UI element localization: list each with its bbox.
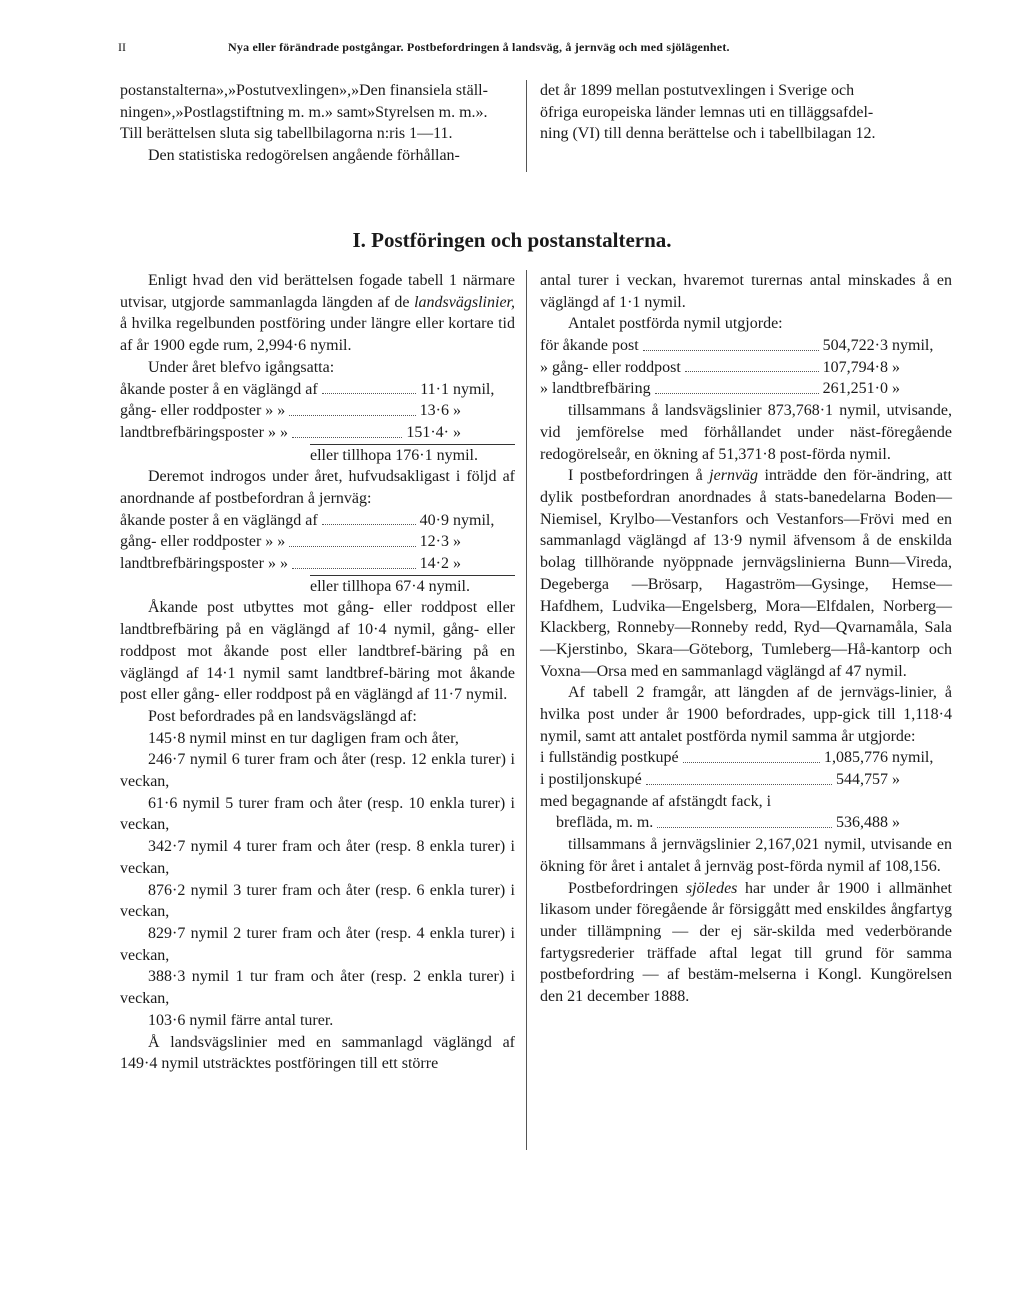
list-item: 103·6 nymil färre antal turer. xyxy=(148,1011,334,1029)
paragraph: antal turer i veckan, hvaremot turernas antal minskades å en väglängd af 1·1 nymil. xyxy=(540,272,952,311)
paragraph xyxy=(120,270,515,357)
table-row xyxy=(540,791,952,813)
leader-dots xyxy=(322,510,416,526)
row-value: 1,085,776 xyxy=(824,749,888,767)
intro-right-line: ning (VI) till denna berättelse och i tabellbilagan 12. xyxy=(540,125,876,143)
leader-dots xyxy=(683,747,820,763)
row-value: 536,488 xyxy=(836,814,888,832)
section-heading: I. Postföringen och postanstalterna. xyxy=(352,228,672,252)
row-label: landtbrefbäringsposter » » xyxy=(120,423,288,441)
list-item: 388·3 nymil 1 tur fram och åter (resp. 2 enkla turer) i veckan, xyxy=(120,968,515,1008)
leader-dots xyxy=(322,379,417,395)
paragraph: Åkande post utbyttes mot gång- eller roddpost eller landtbrefbäring på en väglängd af 10·4 nymil, gång- eller roddpost mot åkande post eller landtbref-bäring på en väglängd af 14·1 nymil samt landtbref-bäring mot åkande post eller gång- eller roddpost på en väglängd af 11·7 nymil. xyxy=(120,599,515,704)
row-value: 40·9 xyxy=(419,511,449,529)
list-item: 829·7 nymil 2 turer fram och åter (resp. 4 enkla turer) i veckan, xyxy=(120,925,515,964)
row-value: 11·1 xyxy=(420,380,449,398)
row-label: landtbrefbäringsposter » » xyxy=(120,555,288,573)
table-row xyxy=(120,510,515,532)
row-unit: » xyxy=(892,358,900,376)
row-unit: nymil, xyxy=(892,749,934,767)
table-row xyxy=(540,335,952,357)
row-label: gång- eller roddposter » » xyxy=(120,533,286,551)
table-row xyxy=(120,379,515,401)
text: har under år 1900 i allmänhet likasom under föregående år försiggått med enskildes ångfartyg under tillämpning — der ej sär-skilda med vederbörande fartygsrederier träffade aftal legat till grund för samma postbefordring — af bestäm-melserna i Kongl. Kungörelsen den 21 december 1888. xyxy=(540,879,953,1006)
row-label: » landtbrefbäring xyxy=(540,380,651,398)
intro-left-line: Till berättelsen sluta sig tabellbilagorna n:ris 1—11. xyxy=(120,125,453,143)
row-value: 151·4· xyxy=(406,423,449,441)
list-item: 342·7 nymil 4 turer fram och åter (resp. 8 enkla turer) i veckan, xyxy=(120,838,515,877)
emphasis: landsvägslinier, xyxy=(414,293,515,311)
row-label: brefläda, m. m. xyxy=(556,814,654,832)
row-label: åkande poster å en väglängd af xyxy=(120,511,318,529)
row-label: för åkande post xyxy=(540,337,639,355)
left-column xyxy=(120,270,515,1075)
paragraph: tillsammans å landsvägslinier 873,768·1 nymil, utvisande, vid jemförelse med förhållandet under näst-föregående redogörelseår, en ökning af 51,371·8 post-förda nymil. xyxy=(540,402,952,463)
paragraph xyxy=(540,878,952,1008)
row-label: gång- eller roddposter » » xyxy=(120,402,286,420)
row-value: 12·3 xyxy=(419,533,449,551)
row-value: 14·2 xyxy=(419,555,449,573)
list-item: 246·7 nymil 6 turer fram och åter (resp. 12 enkla turer) i veckan, xyxy=(120,751,515,791)
row-unit: » xyxy=(453,402,461,420)
row-unit: nymil, xyxy=(892,337,934,355)
table-row xyxy=(120,531,515,553)
paragraph: Deremot indrogos under året, hufvudsakligast i följd af anordnande af postbefordran å jernväg: xyxy=(120,468,515,507)
leader-dots xyxy=(685,357,819,373)
leader-dots xyxy=(292,553,416,569)
intro-left-line: Den statistiska redogörelsen angående förhållan- xyxy=(148,147,460,165)
intro-left-line: ningen»,»Postlagstiftning m. m.» samt»Styrelsen m. m.». xyxy=(120,103,488,121)
table-row xyxy=(120,422,515,444)
table-sum: eller tillhopa 176·1 nymil. xyxy=(310,444,515,467)
row-value: 504,722·3 xyxy=(822,337,888,355)
table-row xyxy=(540,812,952,834)
row-unit: » xyxy=(892,814,900,832)
paragraph: tillsammans å jernvägslinier 2,167,021 nymil, utvisande en ökning för året i antalet å jernväg post-förda nymil af 108,156. xyxy=(540,836,952,875)
leader-dots xyxy=(292,422,402,438)
leader-dots xyxy=(289,400,415,416)
paragraph: Å landsvägslinier med en sammanlagd väglängd af 149·4 nymil utsträcktes postföringen till ett större xyxy=(120,1033,515,1073)
text: Postbefordringen xyxy=(568,879,686,897)
paragraph: Post befordrades på en landsvägslängd af: xyxy=(148,707,417,725)
row-label: i postiljonskupé xyxy=(540,771,642,789)
intro-right-line: det år 1899 mellan postutvexlingen i Sverige och xyxy=(540,82,855,99)
page-number: II xyxy=(118,40,126,54)
paragraph: Af tabell 2 framgår, att längden af de jernvägs-linier, å hvilka post under år 1900 befordrades, upp-gick till 1,118·4 nymil, samt att antalet postförda nymil samma år utgjorde: xyxy=(540,684,952,745)
table-row xyxy=(540,769,952,791)
emphasis: sjöledes xyxy=(685,879,738,897)
leader-dots xyxy=(289,531,415,547)
column-divider xyxy=(526,270,527,1150)
row-value: 544,757 xyxy=(836,771,888,789)
intro-right-column xyxy=(540,80,952,145)
table-row xyxy=(120,553,515,575)
paragraph xyxy=(540,465,952,682)
row-label: » gång- eller roddpost xyxy=(540,358,681,376)
paragraph: Under året blefvo igångsatta: xyxy=(148,358,335,376)
header-title: Nya eller förändrade postgångar. Postbefordringen å landsväg, å jernväg och med sjölägenhet. xyxy=(228,40,730,54)
text: Enligt hvad den vid berättelsen fogade tabell 1 närmare utvisar, utgjorde sammanlagda längden af de xyxy=(120,272,515,311)
leader-dots xyxy=(646,769,832,785)
row-label: åkande poster å en väglängd af xyxy=(120,380,318,398)
row-label: med begagnande af afstängdt fack, i xyxy=(540,792,772,810)
intro-right-line: öfriga europeiska länder lemnas uti en tilläggsafdel- xyxy=(540,103,874,121)
column-divider-top xyxy=(526,80,527,172)
list-item: 61·6 nymil 5 turer fram och åter (resp. 10 enkla turer) i veckan, xyxy=(120,794,515,834)
table-row xyxy=(540,378,952,400)
intro-left-column xyxy=(120,80,512,167)
row-unit: » xyxy=(453,555,461,573)
leader-dots xyxy=(657,812,832,828)
row-value: 107,794·8 xyxy=(822,358,888,376)
emphasis: jernväg xyxy=(709,467,759,485)
right-column xyxy=(540,270,952,1008)
list-item: 145·8 nymil minst en tur dagligen fram och åter, xyxy=(148,729,459,747)
row-value: 261,251·0 xyxy=(822,380,888,398)
intro-left-line: postanstalterna»,»Postutvexlingen»,»Den finansiela ställ- xyxy=(120,82,488,99)
table-row xyxy=(120,400,515,422)
text: inträdde den för-ändring, att dylik postbefordran anordnades å stats-banedelarna Boden—Niemisel, Krylbo—Vestanfors och Vestanfors—Frövi med en sammanlagd väglängd af 13·9 nymil äfvensom å de enskilda bolag tillhörande nyöppnade jernvägslinierna Bunn—Vireda, Degeberga —Brösarp, Hagaström—Gysinge, Hemse—Hafdhem, Ludvika—Engelsberg, Mora—Elfdalen, Norberg—Klackberg, Ronneby—Ronneby redd, Ryd—Qvarnamåla, Sala—Kjerstinbo, Skara—Göteborg, Tumleberg—Hå-kantorp och Voxna—Orsa med en sammanlagd väglängd af 47 nymil. xyxy=(540,467,953,680)
leader-dots xyxy=(643,335,819,351)
paragraph: Antalet postförda nymil utgjorde: xyxy=(568,315,783,333)
row-unit: » xyxy=(892,380,900,398)
list-item: 876·2 nymil 3 turer fram och åter (resp. 6 enkla turer) i veckan, xyxy=(120,881,515,921)
text: I postbefordringen å xyxy=(568,467,710,485)
table-sum: eller tillhopa 67·4 nymil. xyxy=(310,575,515,598)
leader-dots xyxy=(655,378,819,394)
row-unit: » xyxy=(453,533,461,551)
row-unit: nymil, xyxy=(453,380,495,398)
row-label: i fullständig postkupé xyxy=(540,749,679,767)
row-value: 13·6 xyxy=(419,402,449,420)
table-row xyxy=(540,357,952,379)
table-row xyxy=(540,747,952,769)
row-unit: » xyxy=(453,423,461,441)
row-unit: nymil, xyxy=(453,511,495,529)
text: å hvilka regelbunden postföring under längre eller kortare tid af år 1900 egde rum, 2,994·6 nymil. xyxy=(120,315,515,355)
row-unit: » xyxy=(892,771,900,789)
